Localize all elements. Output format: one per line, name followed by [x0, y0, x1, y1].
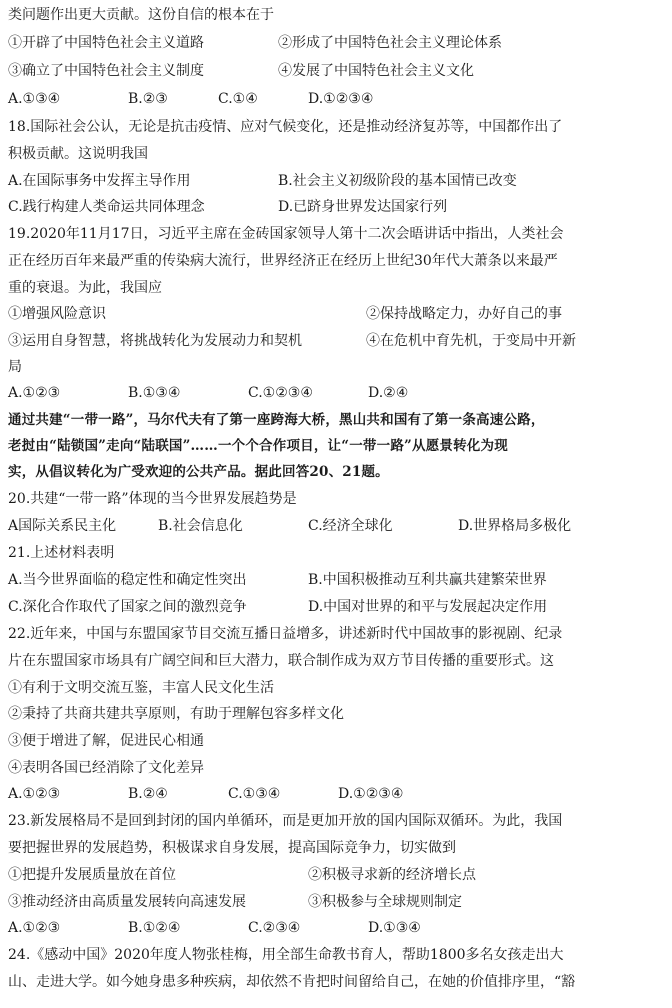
q18-stem-line-2: 积极贡献。这说明我国 — [8, 146, 148, 162]
q20-choice-a: A国际关系民主化 — [8, 518, 117, 534]
q19-choice-b: B.①③④ — [128, 385, 181, 401]
q19-stem-line-2: 正在经历百年来最严重的传染病大流行，世界经济正在经历上世纪30年代大萧条以来最严 — [8, 253, 558, 269]
q19-option-4-wrap: 局 — [8, 359, 22, 375]
q18-choice-d: D.已跻身世界发达国家行列 — [278, 199, 448, 215]
q22-choice-b: B.②④ — [128, 786, 168, 802]
q19-choice-d: D.②④ — [368, 385, 409, 401]
material-line-3: 实，从倡议转化为广受欢迎的公共产品。据此回答20、21题。 — [8, 464, 389, 480]
q23-stem-line-1: 23.新发展格局不是回到封闭的国内单循环，而是更加开放的国内国际双循环。为此，我国 — [8, 813, 563, 829]
q24-stem-line-2: 山、走进大学。如今她身患多种疾病，却依然不肯把时间留给自己，在她的价值排序里，“豁 — [8, 974, 576, 990]
q20-choice-d: D.世界格局多极化 — [458, 518, 572, 534]
q17-stem-tail: 类问题作出更大贡献。这份自信的根本在于 — [8, 7, 274, 23]
q17-choice-a: A.①③④ — [8, 91, 61, 107]
q19-choice-a: A.①②③ — [8, 385, 61, 401]
q20-stem: 20.共建“一带一路”体现的当今世界发展趋势是 — [8, 491, 297, 507]
q23-option-1: ①把提升发展质量放在首位 — [8, 867, 176, 883]
q17-option-1: ①开辟了中国特色社会主义道路 — [8, 35, 204, 51]
q21-choice-c: C.深化合作取代了国家之间的激烈竞争 — [8, 599, 247, 615]
material-line-2: 老挝由“陆锁国”走向“陆联国”……一个个合作项目，让“一带一路”从愿景转化为现 — [8, 438, 508, 454]
q20-choice-c: C.经济全球化 — [308, 518, 393, 534]
q22-option-1: ①有利于文明交流互鉴，丰富人民文化生活 — [8, 680, 274, 696]
q22-stem-line-2: 片在东盟国家市场具有广阔空间和巨大潜力，联合制作成为双方节目传播的重要形式。这 — [8, 653, 554, 669]
q20-choice-b: B.社会信息化 — [158, 518, 243, 534]
q23-choice-a: A.①②③ — [8, 920, 61, 936]
q19-option-2: ②保持战略定力，办好自己的事 — [366, 306, 562, 322]
q18-choice-c: C.践行构建人类命运共同体理念 — [8, 199, 205, 215]
q23-option-3: ③推动经济由高质量发展转向高速发展 — [8, 894, 246, 910]
q19-option-3: ③运用自身智慧，将挑战转化为发展动力和契机 — [8, 333, 302, 349]
q22-choice-d: D.①②③④ — [338, 786, 404, 802]
q19-option-1: ①增强风险意识 — [8, 306, 106, 322]
q17-option-3: ③确立了中国特色社会主义制度 — [8, 63, 204, 79]
q17-option-4: ④发展了中国特色社会主义文化 — [278, 63, 474, 79]
q21-choice-b: B.中国积极推动互利共赢共建繁荣世界 — [308, 572, 547, 588]
q18-stem-line-1: 18.国际社会公认，无论是抗击疫情、应对气候变化，还是推动经济复苏等，中国都作出了 — [8, 119, 563, 135]
q19-choice-c: C.①②③④ — [248, 385, 313, 401]
q22-option-4: ④表明各国已经消除了文化差异 — [8, 760, 204, 776]
q18-choice-a: A.在国际事务中发挥主导作用 — [8, 173, 191, 189]
material-line-1: 通过共建“一带一路”，马尔代夫有了第一座跨海大桥，黑山共和国有了第一条高速公路， — [8, 412, 545, 428]
q17-choice-b: B.②③ — [128, 91, 168, 107]
q19-stem-line-3: 重的衰退。为此，我国应 — [8, 280, 162, 296]
q17-choice-c: C.①④ — [218, 91, 258, 107]
q21-choice-d: D.中国对世界的和平与发展起决定作用 — [308, 599, 548, 615]
q22-choice-c: C.①③④ — [228, 786, 281, 802]
q17-option-2: ②形成了中国特色社会主义理论体系 — [278, 35, 502, 51]
q18-choice-b: B.社会主义初级阶段的基本国情已改变 — [278, 173, 517, 189]
q22-option-2: ②秉持了共商共建共享原则，有助于理解包容多样文化 — [8, 706, 344, 722]
q22-choice-a: A.①②③ — [8, 786, 61, 802]
q19-stem-line-1: 19.2020年11月17日，习近平主席在金砖国家领导人第十二次会晤讲话中指出，人类社会 — [8, 226, 564, 242]
q23-choice-c: C.②③④ — [248, 920, 301, 936]
q21-stem: 21.上述材料表明 — [8, 545, 115, 561]
q24-stem-line-1: 24.《感动中国》2020年度人物张桂梅，用全部生命教书育人，帮助1800多名女孩走出大 — [8, 947, 564, 963]
q23-option-2: ②积极寻求新的经济增长点 — [308, 867, 476, 883]
q22-stem-line-1: 22.近年来，中国与东盟国家节目交流互播日益增多，讲述新时代中国故事的影视剧、纪录 — [8, 626, 563, 642]
q17-choice-d: D.①②③④ — [308, 91, 374, 107]
q19-option-4: ④在危机中育先机，于变局中开新 — [366, 333, 576, 349]
q23-option-4: ③积极参与全球规则制定 — [308, 894, 462, 910]
q23-stem-line-2: 要把握世界的发展趋势，积极谋求自身发展，提高国际竞争力，切实做到 — [8, 840, 456, 856]
q23-choice-b: B.①②④ — [128, 920, 181, 936]
q23-choice-d: D.①③④ — [368, 920, 421, 936]
q22-option-3: ③便于增进了解，促进民心相通 — [8, 733, 204, 749]
q21-choice-a: A.当今世界面临的稳定性和确定性突出 — [8, 572, 247, 588]
